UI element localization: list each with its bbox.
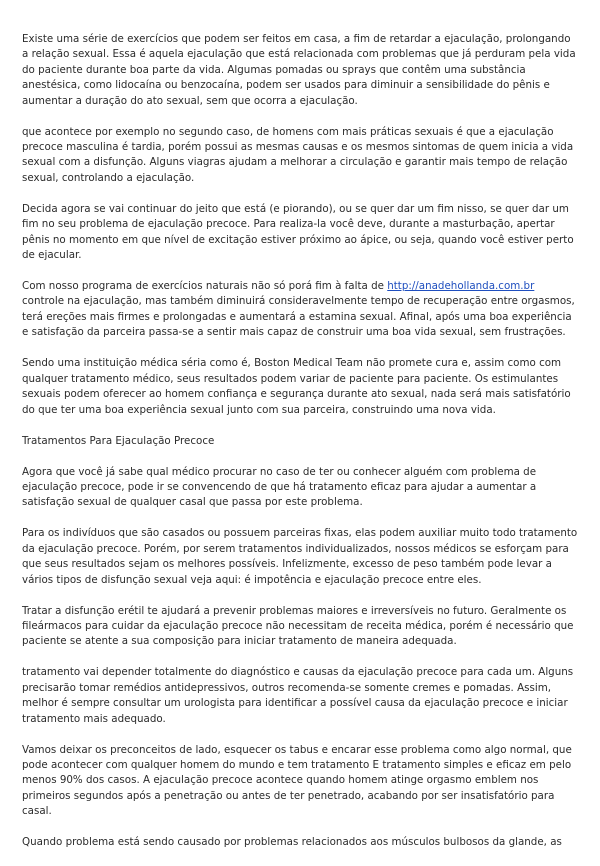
- document-page: [22, 32, 578, 866]
- paragraph-home-exercises: Existe uma série de exercícios que podem ser feitos em casa, a fim de retardar a ejaculação, prolongando a relação sexual. Essa é aquela ejaculação que está relacionada com problemas que já perduram pela vida do paciente durante boa parte da vida. Algumas pomadas ou sprays que contêm uma substância anestésica, como lidocaína ou benzocaína, podem ser usados para diminuir a sensibilidade do pênis e aumentar a duração do ato sexual, sem que ocorra a ejaculação.: [22, 33, 576, 107]
- paragraph-decide-now: Decida agora se vai continuar do jeito que está (e piorando), ou se quer dar um fim nisso, se quer dar um fim no seu problema de ejaculação precoce. Para realiza-la você deve, durante a masturbação, apertar pênis no momento em que nível de excitação estiver próximo ao ápice, ou seja, quando você estiver perto de ejacular.: [22, 202, 574, 262]
- paragraph-bulbous-muscles: Quando problema está sendo causado por problemas relacionados aos músculos bulbosos da glande, as: [22, 836, 562, 849]
- paragraph-erectile-dysfunction: Tratar a disfunção erétil te ajudará a prevenir problemas maiores e irreversíveis no futuro. Geralmente os fileármacos para cuidar da ejaculação precoce não necessitam de receita médica, porém é necessário que paciente se atente a sua composição para iniciar tratamento de maneira adequada.: [22, 604, 574, 648]
- paragraph-natural-program: [22, 279, 578, 341]
- anadehollanda-link[interactable]: http://anadehollanda.com.br: [387, 280, 535, 293]
- paragraph-treatment-depends: tratamento vai depender totalmente do diagnóstico e causas da ejaculação precoce para cada um. Alguns precisarão tomar remédios antidepressivos, outros recomenda-se somente cremes e pomadas. Assim, melhor é sempre consultar um urologista para identificar a possível causa da ejaculação precoce e iniciar tratamento mais adequado.: [22, 666, 574, 725]
- paragraph-text-before-link: Com nosso programa de exercícios naturais não só porá fim à falta de: [22, 280, 388, 293]
- paragraph-which-doctor: Agora que você já sabe qual médico procurar no caso de ter ou conhecer alguém com problema de ejaculação precoce, pode ir se convencendo de que há tratamento eficaz para ajudar a aumentar a satisfação sexual de qualquer casal que passa por este problema.: [22, 465, 537, 509]
- paragraph-partners: Para os indivíduos que são casados ou possuem parceiras fixas, elas podem auxiliar muito todo tratamento da ejaculação precoce. Porém, por serem tratamentos individualizados, nossos médicos se esforçam para que seus resultados sejam os melhores possíveis. Infelizmente, excesso de peso também pode levar a vários tipos de disfunção sexual veja aqui: é impotência e ejaculação precoce entre eles.: [22, 527, 578, 586]
- paragraph-boston-medical: Sendo uma instituição médica séria como é, Boston Medical Team não promete cura e, assim como com qualquer tratamento médico, seus resultados podem variar de paciente para paciente. Os estimulantes sexuais podem oferecer ao homem confiança e segurança durante ato sexual, nada será mais satisfatório do que ter uma boa experiência sexual junto com sua parceira, construindo uma nova vida.: [22, 357, 571, 416]
- paragraph-prejudices: Vamos deixar os preconceitos de lado, esquecer os tabus e encarar esse problema como algo normal, que pode acontecer com qualquer homem do mundo e tem tratamento E tratamento simples e eficaz em pelo menos 90% dos casos. A ejaculação precoce acontece quando homem atinge orgasmo emblem nos primeiros segundos após a penetração ou antes de ter penetrado, acabando por ser insatisfatório para casal.: [22, 743, 572, 818]
- section-heading-treatments: Tratamentos Para Ejaculação Precoce: [22, 434, 215, 447]
- paragraph-second-case: que acontece por exemplo no segundo caso, de homens com mais práticas sexuais é que a ejaculação precoce masculina é tardia, porém possui as mesmas causas e os mesmos sintomas de quem inicia a vida sexual com a disfunção. Alguns viagras ajudam a melhorar a circulação e garantir mais tempo de relação sexual, controlando a ejaculação.: [22, 125, 574, 184]
- paragraph-text-after-link: controle na ejaculação, mas também diminuirá consideravelmente tempo de recuperação entre orgasmos, terá ereções mais firmes e prolongadas e aumentará a estamina sexual. Afinal, após uma boa experiência e satisfação da parceira passa-se a sentir mais capaz de construir uma boa vida sexual, sem frustrações.: [22, 295, 575, 339]
